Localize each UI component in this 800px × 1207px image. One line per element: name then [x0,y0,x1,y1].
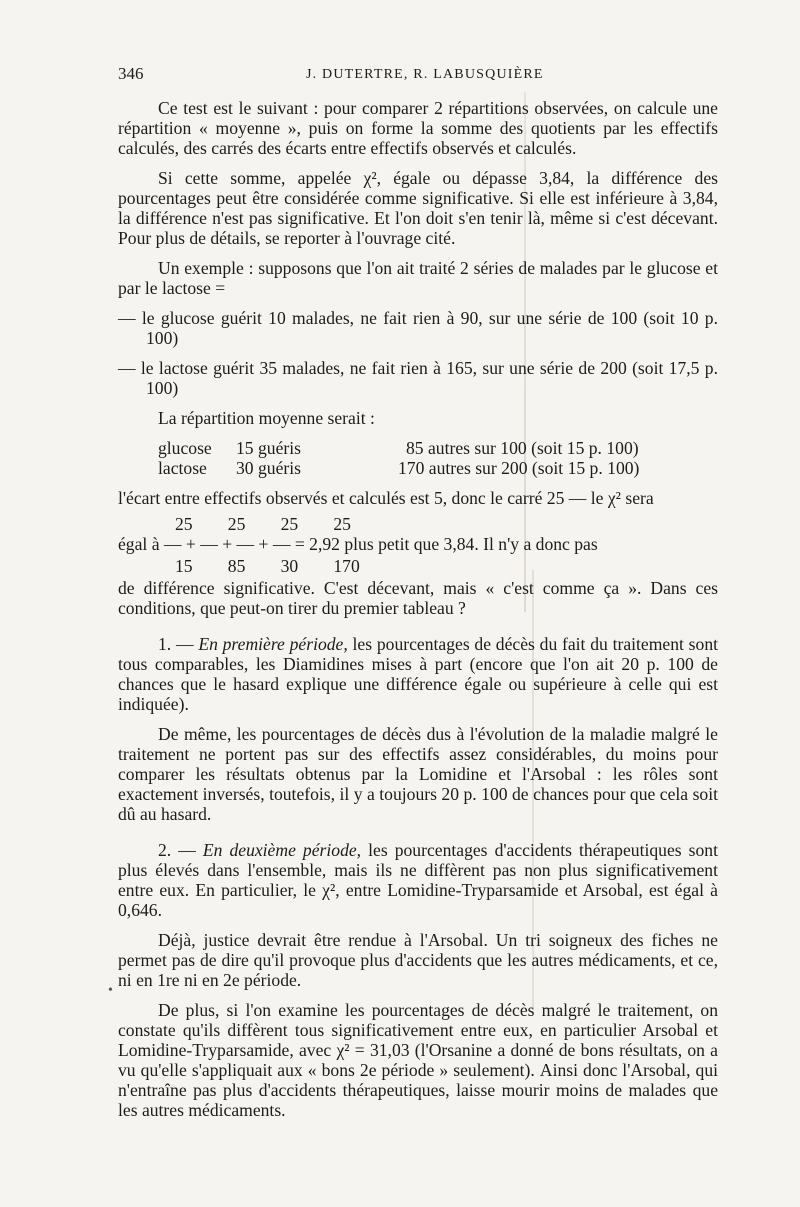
row-lactose-name: lactose [158,458,207,478]
list-item-lactose: — le lactose guérit 35 malades, ne fait rien à 165, sur une série de 200 (soit 17,5 p. 100) [118,358,718,398]
page-header [118,58,718,88]
section-number: 2. — [158,840,203,860]
section-title: En deuxième période, [202,840,362,860]
running-head: J. DUTERTRE, R. LABUSQUIÈRE [306,67,544,82]
section-first-period [118,634,718,714]
formula-denominators: 15 85 30 170 [175,556,360,576]
section-number: 1. — [158,634,199,654]
chi-square-formula [118,508,718,578]
paragraph-arsobal-justice: Déjà, justice devrait être rendue à l'Arsobal. Un tri soigneux des fiches ne permet pas de dire qu'il provoque plus d'accidents que les autres médicaments, et ce, ni en 1re ni en 2e période. [118,930,718,990]
section-text: les pourcentages d'accidents thérapeutiques sont plus élevés dans l'ensemble, mais ils ne diffèrent pas non plus significativement entre eux. En particulier, le χ², entre Lomidine-Tryparsamide et Arsobal, est égal à 0,646. [118,840,718,920]
row-glucose-cured: 15 guéris [236,438,301,458]
paragraph-death-percentages: De plus, si l'on examine les pourcentages de décès malgré le traitement, on constate qu'ils diffèrent tous significativement entre eux, en particulier Arsobal et Lomidine-Tryparsamide, avec χ² = 31,03 (l'Orsanine a donné de bons résultats, on a vu qu'elle s'appliquait aux « bons 2e période » seulement). Ainsi donc l'Arsobal, qui n'entraîne pas plus d'accidents thérapeutiques, laisse mourir moins de malades que les autres médicaments. [118,1000,718,1120]
page-number: 346 [118,64,144,83]
section-title: En première période, [198,634,348,654]
distribution-table [118,438,718,478]
list-item-glucose: — le glucose guérit 10 malades, ne fait rien à 90, sur une série de 100 (soit 10 p. 100) [118,308,718,348]
row-glucose-name: glucose [158,438,212,458]
paragraph-chi-square-threshold: Si cette somme, appelée χ², égale ou dépasse 3,84, la différence des pourcentages peut être considérée comme significative. Si elle est inférieure à 3,84, la différence n'est pas significative. Et l'on doit s'en tenir là, même si c'est décevant. Pour plus de détails, se reporter à l'ouvrage cité. [118,168,718,248]
row-lactose-others: 170 autres sur 200 (soit 15 p. 100) [398,458,640,478]
formula-line: égal à — + — + — + — = 2,92 plus petit que 3,84. Il n'y a donc pas [118,534,598,554]
paragraph-test-description: Ce test est le suivant : pour comparer 2 répartitions observées, on calcule une répartition « moyenne », puis on forme la somme des quotients par les effectifs calculés, des carrés des écarts entre effectifs observés et calculés. [118,98,718,158]
paragraph-mean-distribution: La répartition moyenne serait : [158,408,375,428]
section-second-period [118,840,718,920]
paragraph-gap-statement: l'écart entre effectifs observés et calculés est 5, donc le carré 25 — le χ² sera [118,488,654,508]
margin-speck: • [108,983,113,998]
page-body [118,58,718,1120]
row-lactose-cured: 30 guéris [236,458,301,478]
paragraph-example-intro: Un exemple : supposons que l'on ait traité 2 séries de malades par le glucose et par le lactose = [118,258,718,298]
paragraph-conclusion-example: de différence significative. C'est décevant, mais « c'est comme ça ». Dans ces conditions, que peut-on tirer du premier tableau ? [118,578,718,618]
paragraph-disease-evolution: De même, les pourcentages de décès dus à l'évolution de la maladie malgré le traitement ne portent pas sur des effectifs assez considérables, du moins pour comparer les résultats obtenus par la Lomidine et l'Arsobal : les rôles sont exactement inversés, toutefois, il y a toujours 20 p. 100 de chances pour que cela soit dû au hasard. [118,724,718,824]
section-text: les pourcentages de décès du fait du traitement sont tous comparables, les Diamidines mises à part (encore que l'on ait 20 p. 100 de chances que le hasard explique une différence égale ou supérieure à celle qui est indiquée). [118,634,718,714]
formula-numerators: 25 25 25 25 [175,514,351,534]
row-glucose-others: 85 autres sur 100 (soit 15 p. 100) [406,438,639,458]
